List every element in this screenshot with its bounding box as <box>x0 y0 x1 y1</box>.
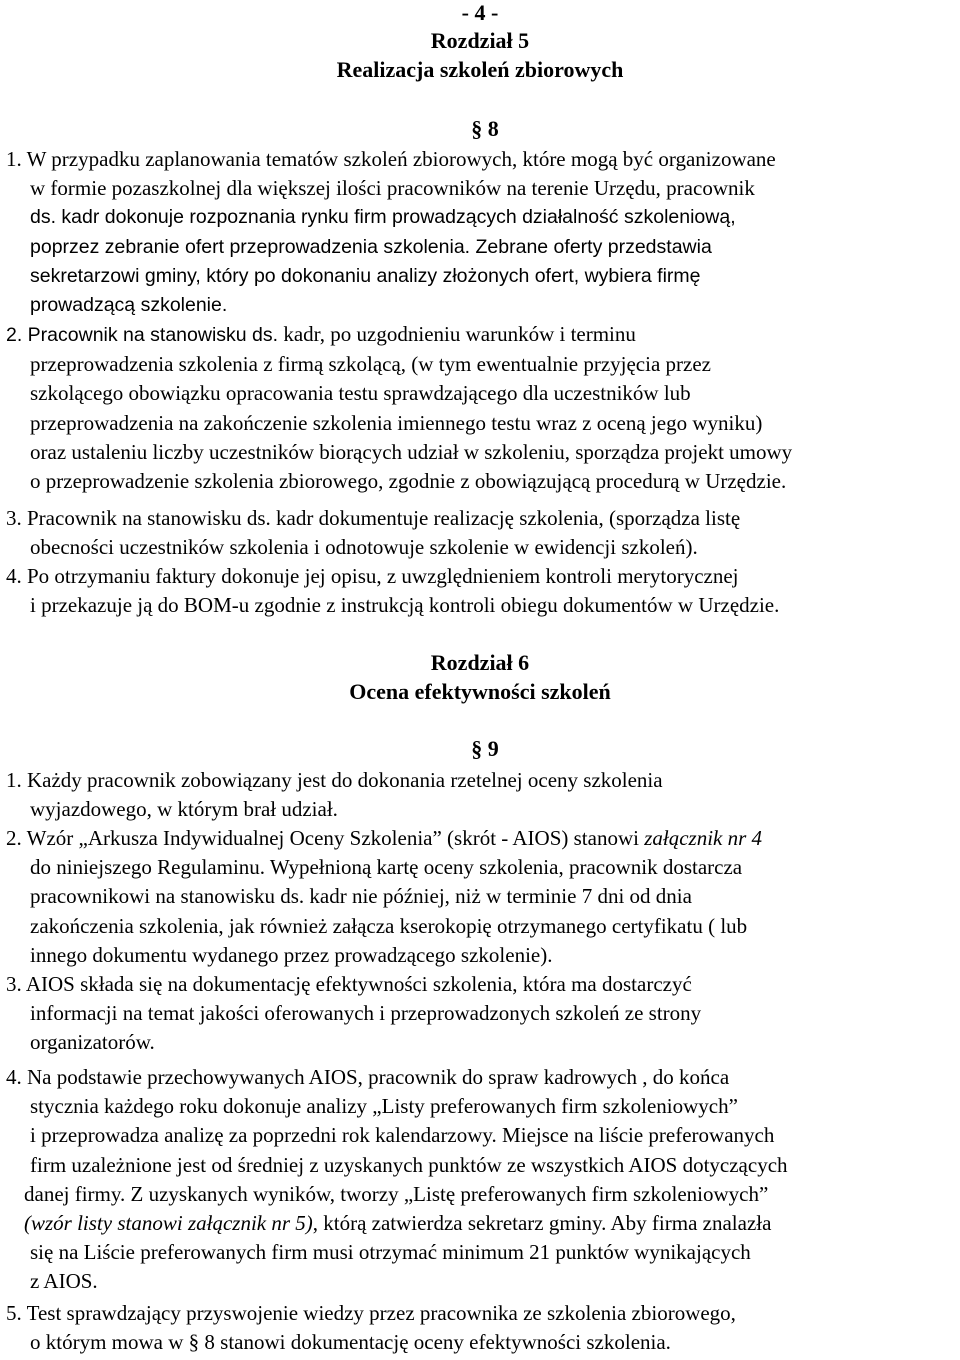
text-segment: 2. Pracownik na stanowisku ds. <box>6 324 279 346</box>
text-line: obecności uczestników szkolenia i odnotowuje szkolenie w ewidencji szkoleń). <box>30 535 698 560</box>
section-9-point-4 <box>6 1063 960 1297</box>
text-line: o przeprowadzenie szkolenia zbiorowego, zgodnie z obowiązującą procedurą w Urzędzie. <box>30 469 787 494</box>
text-line: informacji na temat jakości oferowanych i przeprowadzonych szkoleń ze strony <box>30 1001 702 1026</box>
chapter-6-title: Rozdział 6 <box>430 650 530 675</box>
text-line: firm uzależnione jest od średniej z uzyskanych punktów ze wszystkich AIOS dotyczących <box>30 1152 788 1177</box>
section-9-point-3 <box>6 970 960 1058</box>
text-line: stycznia każdego roku dokonuje analizy „Listy preferowanych firm szkoleniowych” <box>30 1094 738 1119</box>
text-line: zakończenia szkolenia, jak również załącza kserokopię otrzymanego certyfikatu ( lub <box>30 913 748 938</box>
text-line: prowadzącą szkolenie. <box>30 294 228 317</box>
text-line: 5. Test sprawdzający przyswojenie wiedzy przez pracownika ze szkolenia zbiorowego, <box>6 1301 736 1325</box>
text-line <box>6 1209 960 1238</box>
text-segment: Zebrane oferty przedstawia <box>470 235 712 258</box>
section-8-heading: § 8 <box>471 116 499 141</box>
section-8-point-4 <box>6 562 960 620</box>
text-line: o którym mowa w § 8 stanowi dokumentację oceny efektywności szkolenia. <box>30 1330 671 1355</box>
attachment-reference: (wzór listy stanowi załącznik nr 5) <box>24 1211 313 1236</box>
chapter-6-subtitle: Ocena efektywności szkoleń <box>349 679 611 704</box>
text-segment: poprzez zebranie ofert przeprowadzenia szkolenia. <box>30 235 471 258</box>
text-line: się na Liście preferowanych firm musi otrzymać minimum 21 punktów wynikających <box>30 1240 751 1265</box>
section-8-point-2 <box>6 320 960 496</box>
chapter-5-title: Rozdział 5 <box>430 28 530 53</box>
attachment-reference: załącznik nr 4 <box>644 826 763 850</box>
text-line: sekretarzowi gminy, który po dokonaniu analizy złożonych ofert, wybiera firmę <box>30 264 701 287</box>
text-line <box>6 824 960 853</box>
text-line <box>6 320 960 350</box>
chapter-5-subtitle: Realizacja szkoleń zbiorowych <box>336 57 624 82</box>
section-9-point-5 <box>6 1299 960 1357</box>
text-line: oraz ustaleniu liczby uczestników biorących udział w szkoleniu, sporządza projekt umowy <box>30 439 793 464</box>
text-line: danej firmy. Z uzyskanych wyników, tworzy „Listę preferowanych firm szkoleniowych” <box>24 1181 769 1206</box>
page-number: - 4 - <box>461 0 499 25</box>
text-segment: 2. Wzór „Arkusza Indywidualnej Oceny Szkolenia” (skrót - AIOS) stanowi <box>6 826 645 850</box>
text-line: wyjazdowego, w którym brał udział. <box>30 797 338 822</box>
text-line: i przekazuje ją do BOM-u zgodnie z instrukcją kontroli obiegu dokumentów w Urzędzie. <box>30 593 780 618</box>
text-line: 1. Każdy pracownik zobowiązany jest do dokonania rzetelnej oceny szkolenia <box>6 768 663 792</box>
text-line: innego dokumentu wydanego przez prowadzącego szkolenie). <box>30 942 553 967</box>
section-9-heading: § 9 <box>471 736 499 761</box>
text-line: 3. Pracownik na stanowisku ds. kadr dokumentuje realizację szkolenia, (sporządza listę <box>6 506 741 530</box>
section-9-point-2 <box>6 824 960 970</box>
text-line: do niniejszego Regulaminu. Wypełnioną kartę oceny szkolenia, pracownik dostarcza <box>30 855 743 880</box>
text-line: przeprowadzenia na zakończenie szkolenia imiennego testu wraz z oceną jego wyniku) <box>30 410 763 435</box>
text-line: pracownikowi na stanowisku ds. kadr nie później, niż w terminie 7 dni od dnia <box>30 884 692 909</box>
text-line: 3. AIOS składa się na dokumentację efektywności szkolenia, która ma dostarczyć <box>6 972 692 996</box>
section-8-point-1 <box>6 145 960 320</box>
text-line <box>6 233 960 262</box>
text-line: organizatorów. <box>30 1030 155 1055</box>
text-line: 4. Na podstawie przechowywanych AIOS, pracownik do spraw kadrowych , do końca <box>6 1065 730 1089</box>
text-line: szkolącego obowiązku opracowania testu sprawdzającego dla uczestników lub <box>30 381 691 406</box>
text-line: i przeprowadza analizę za poprzedni rok kalendarzowy. Miejsce na liście preferowanych <box>30 1123 775 1148</box>
text-line: w formie pozaszkolnej dla większej ilości pracowników na terenie Urzędu, pracownik <box>30 176 755 201</box>
text-segment: , którą zatwierdza sekretarz gminy. Aby firma znalazła <box>312 1211 772 1236</box>
text-line: 4. Po otrzymaniu faktury dokonuje jej opisu, z uwzględnieniem kontroli merytorycznej <box>6 564 739 588</box>
section-8-point-3 <box>6 504 960 562</box>
text-line: z AIOS. <box>30 1269 98 1294</box>
text-line: ds. kadr dokonuje rozpoznania rynku firm prowadzących działalność szkoleniową, <box>30 206 736 229</box>
section-9-point-1 <box>6 766 960 824</box>
text-line: 1. W przypadku zaplanowania tematów szkoleń zbiorowych, które mogą być organizowane <box>6 147 776 171</box>
text-segment: kadr, po uzgodnieniu warunków i terminu <box>278 322 636 346</box>
text-line: przeprowadzenia szkolenia z firmą szkolącą, (w tym ewentualnie przyjęcia przez <box>30 352 711 377</box>
